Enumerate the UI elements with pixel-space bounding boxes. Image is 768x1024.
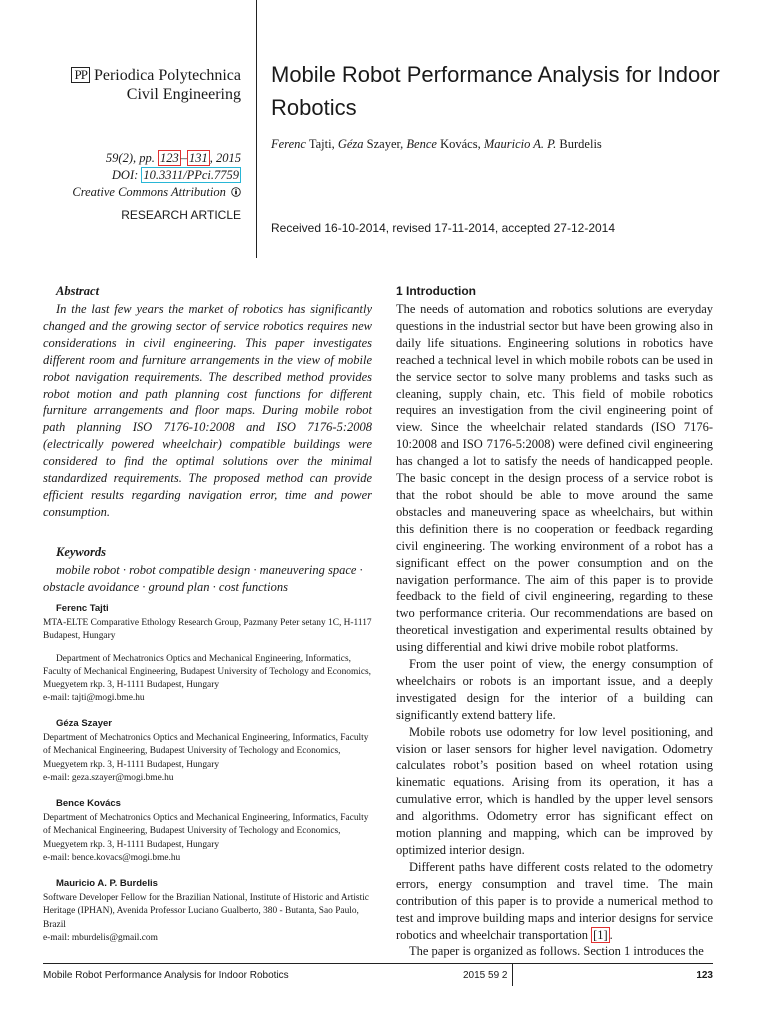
affiliation-email: e-mail: geza.szayer@mogi.bme.hu <box>43 772 174 783</box>
section-heading: 1 Introduction <box>396 284 476 298</box>
body-paragraph: Different paths have different costs related to the odometry errors, energy consumption and travel time. The main contribution of this paper is to provide a numerical method to test and improve building maps and interior designs for service robotics and wheelchair transportation [1] . <box>396 859 713 942</box>
footer-issue: 2015 59 2 <box>463 970 508 981</box>
article-type: RESEARCH ARTICLE <box>121 208 241 222</box>
journal-name <box>71 66 241 104</box>
affiliation-text: Department of Mechatronics Optics and Mechanical Engineering, Informatics, Faculty of Mechanical Engineering, Budapest University of Techology and Economics, Muegyetem rkp. 3, H-1111 Budapest, Hungary <box>43 813 369 850</box>
journal-name-line2: Civil Engineering <box>126 86 241 103</box>
affiliation-burdelis <box>43 877 373 945</box>
volume-pages: 59(2), pp. 123 – 131 , 2015 <box>105 151 241 165</box>
cc-by-icon <box>231 187 241 197</box>
body-paragraph: The needs of automation and robotics solutions are everyday questions in the industrial sector but have been growing also in daily life situations. Engineering solutions in robotics have reached a technical level in which mobile robots can be used in the service sector to solve many problems and tasks such as cleaning, supply chain, etc. This field of mobile robotics requires an investigation from the civil engineering point of view. Since the wheelchair related standards (ISO 7176-10:2008 and ISO 7176-5:2008) were defined civil engineering has changed a lot to satisfy the needs of handicapped people. The basic concept in the design process of a service robot is that the robot should be able to move around the same obstacles and maneuvering space as wheelchairs, but within this definition there is no cooperation or feedback regarding civil engineering. The working environment of a robot has a significant effect on the power consumption and on the navigation performance. The aim of this paper is to provide feedback to the field of civil engineering, regarding to these two performance criteria. Our recommendations are based on theoretical investigation and experimental results obtained by using differential and kiwi drive mobile robot platforms. <box>396 302 713 655</box>
affiliation-text: Department of Mechatronics Optics and Mechanical Engineering, Informatics, Faculty of Mechanical Engineering, Budapest University of Techology and Economics, Muegyetem rkp. 3, H-1111 Budapest, Hungary <box>43 733 369 770</box>
affiliation-name: Géza Szayer <box>56 718 112 729</box>
abstract-section <box>43 284 372 596</box>
affiliation-tajti <box>43 602 373 705</box>
affiliation-text: MTA-ELTE Comparative Ethology Research Group, Pazmany Peter setany 1C, H-1117 Budapest, Hungary <box>43 618 372 642</box>
article-title: Mobile Robot Performance Analysis for Indoor Robotics <box>271 62 720 120</box>
page-end-link[interactable]: 131 <box>189 151 208 165</box>
affiliation-szayer <box>43 717 373 785</box>
header-divider <box>256 0 257 258</box>
affiliation-name: Ferenc Tajti <box>56 603 109 614</box>
journal-name-line1: Periodica Polytechnica <box>93 67 241 84</box>
introduction-section <box>396 284 713 960</box>
page-number: 123 <box>696 970 713 981</box>
affiliation-text: Department of Mechatronics Optics and Mechanical Engineering, Informatics, Faculty of Mechanical Engineering, Budapest University of Techology and Economics, Muegyetem rkp. 3, H-1111 Budapest, Hungary <box>43 653 371 691</box>
license-line: Creative Commons Attribution <box>72 184 241 201</box>
affiliation-name: Bence Kovács <box>56 798 121 809</box>
received-dates: Received 16-10-2014, revised 17-11-2014, accepted 27-12-2014 <box>271 221 616 235</box>
affiliation-email: e-mail: mburdelis@gmail.com <box>43 932 158 943</box>
citation-link[interactable]: [1] <box>593 927 608 942</box>
page-start-link[interactable]: 123 <box>160 151 179 165</box>
footer-title: Mobile Robot Performance Analysis for Indoor Robotics <box>43 970 289 981</box>
abstract-heading: Abstract <box>56 284 100 298</box>
footer-rule <box>43 963 713 964</box>
doi-link[interactable]: 10.3311/PPci.7759 <box>143 168 239 182</box>
journal-logo: PP <box>71 67 89 83</box>
affiliation-kovacs <box>43 797 373 865</box>
body-paragraph: Mobile robots use odometry for low level positioning, and vision or laser sensors for higher level navigation. Odometry calculates robot’s position based on wheel rotation using kinematic equations. Arising from its operation, it has a cumulative error, which is handled by the upper level sensors and algorithms. Odometry error has significant effect on motion planning and mapping, which can be improved by optimized interior design. <box>396 724 713 857</box>
body-paragraph: The paper is organized as follows. Section 1 introduces the <box>409 944 704 959</box>
footer-divider <box>512 964 513 986</box>
affiliation-email: e-mail: tajti@mogi.bme.hu <box>43 693 145 704</box>
affiliation-email: e-mail: bence.kovacs@mogi.bme.hu <box>43 852 181 863</box>
abstract-text: In the last few years the market of robotics has significantly changed and the growing sector of service robotics requires new considerations in civil engineering. This paper investigates different room and furniture arrangements in the view of mobile robot navigation requirements. The described method provides robot motion and path planning cost functions for different furniture arrangements and floor maps. During mobile robot path planning ISO 7176-10:2008 and ISO 7176-5:2008 (electrically powered wheelchair) compatible buildings were considered to find the optimal solutions over the minimal standardized requirements. The proposed method can provide efficient results regarding navigation error, time and power consumption. <box>43 302 372 519</box>
keywords-text: mobile robot · robot compatible design · maneuvering space · obstacle avoidance · ground plan · cost functions <box>43 562 363 594</box>
keywords-heading: Keywords <box>56 544 106 559</box>
affiliation-name: Mauricio A. P. Burdelis <box>56 878 158 889</box>
author-list: Ferenc Tajti, Géza Szayer, Bence Kovács, Mauricio A. P. Burdelis <box>271 137 602 151</box>
affiliation-text: Software Developer Fellow for the Brazilian National, Institute of Historic and Artistic Heritage (IPHAN), Avenida Professor Luciano Gualberto, 380 - Butanta, Sao Paulo, Brazil <box>43 893 369 930</box>
citation-meta <box>72 150 241 201</box>
body-paragraph: From the user point of view, the energy consumption of wheelchairs or robots is an important issue, and a deeply investigated design for the interior of a building can significantly extend battery life. <box>396 657 713 722</box>
doi-line: DOI: 10.3311/PPci.7759 <box>111 168 239 182</box>
